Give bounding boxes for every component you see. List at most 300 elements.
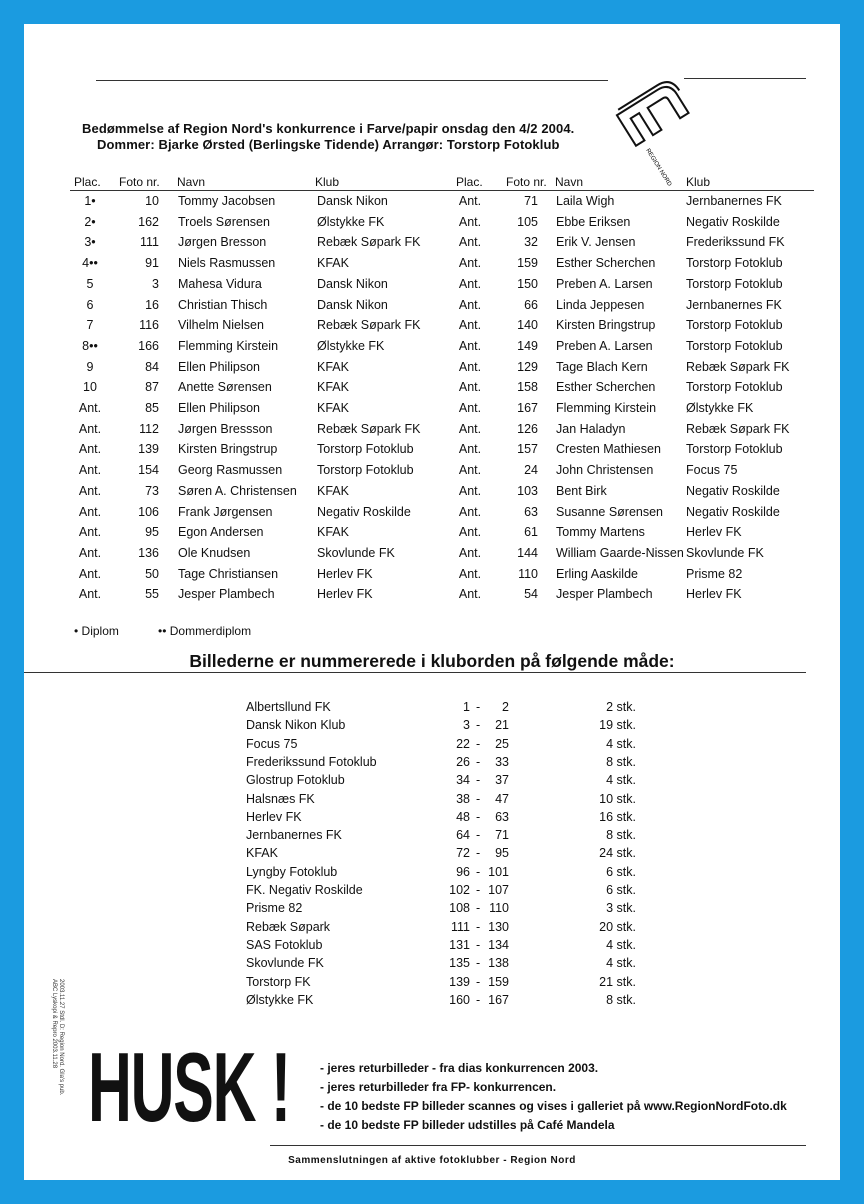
photo-number: 162	[138, 214, 159, 229]
club-name: Ølstykke FK	[686, 401, 754, 415]
club-name: Albertsllund FK	[246, 700, 331, 714]
col-klub-right: Klub	[686, 175, 711, 189]
photo-number: 167	[517, 401, 538, 415]
placement: Ant.	[78, 483, 102, 498]
picture-count: 24 stk.	[599, 846, 636, 861]
placement: Ant.	[458, 276, 482, 291]
range-start: 102	[449, 883, 470, 897]
table-row	[24, 215, 840, 235]
photographer-name: Ellen Philipson	[178, 359, 260, 374]
club-range-row	[24, 755, 840, 773]
placement: Ant.	[458, 297, 482, 312]
club-range-row	[24, 718, 840, 736]
club-name: Skovlunde FK	[317, 545, 395, 560]
placement: Ant.	[458, 318, 482, 333]
range-dash: -	[476, 754, 481, 769]
col-navn-right: Navn	[555, 175, 584, 189]
range-start: 131	[449, 937, 470, 952]
photo-number: 144	[517, 545, 538, 560]
photographer-name: Erling Aaskilde	[556, 566, 638, 581]
range-end: 63	[495, 809, 509, 824]
club-range-row	[24, 901, 840, 919]
photo-number: 106	[138, 504, 159, 519]
photographer-name: Jesper Plambech	[556, 587, 653, 602]
logo-text: REGION NORD	[644, 147, 673, 188]
range-dash: -	[476, 846, 481, 861]
club-name: Herlev FK	[686, 587, 742, 602]
range-start: 72	[456, 846, 470, 861]
range-dash: -	[476, 791, 481, 806]
placement: Ant.	[458, 338, 482, 353]
title-line-1: Bedømmelse af Region Nord's konkurrence i Farve/papir onsdag den 4/2 2004.	[82, 121, 575, 136]
numbering-rule	[24, 672, 806, 673]
range-start: 135	[449, 956, 470, 971]
range-end: 110	[489, 901, 509, 916]
placement: 5	[86, 276, 94, 291]
club-name: Rebæk Søpark	[246, 919, 331, 934]
photographer-name: Esther Scherchen	[556, 256, 656, 271]
photographer-name: Ellen Philipson	[178, 401, 260, 415]
club-range-row	[24, 810, 840, 828]
club-name: Prisme 82	[686, 566, 743, 581]
placement: Ant.	[78, 525, 102, 540]
range-dash: -	[476, 901, 481, 916]
photo-number: 157	[517, 442, 538, 457]
photographer-name: Anette Sørensen	[178, 380, 272, 395]
photo-number: 87	[145, 380, 159, 395]
photographer-name: Christian Thisch	[178, 297, 268, 312]
range-end: 25	[495, 736, 509, 751]
photo-number: 149	[517, 338, 538, 353]
table-row	[24, 422, 840, 442]
range-dash: -	[476, 828, 481, 843]
picture-count: 4 stk.	[606, 736, 636, 751]
club-range-row	[24, 883, 840, 901]
photographer-name: Jesper Plambech	[178, 587, 275, 602]
club-name: Ølstykke FK	[246, 992, 314, 1007]
club-name: Herlev FK	[317, 587, 373, 602]
range-start: 64	[456, 828, 470, 843]
picture-count: 10 stk.	[599, 791, 636, 806]
picture-count: 8 stk.	[606, 828, 636, 843]
placement: Ant.	[458, 545, 482, 560]
club-name: Dansk Nikon	[317, 194, 388, 208]
range-dash: -	[476, 992, 481, 1007]
photographer-name: Jan Haladyn	[556, 421, 626, 436]
photo-number: 54	[524, 587, 538, 602]
picture-count: 2 stk.	[606, 700, 636, 714]
table-row	[24, 256, 840, 276]
club-name: KFAK	[317, 525, 349, 540]
photo-number: 129	[517, 359, 538, 374]
placement: Ant.	[458, 359, 482, 374]
placement: 8••	[82, 338, 98, 353]
club-range-row	[24, 700, 840, 718]
print-note-line-2: ABC Lyskopi & Repro 2003.11.28	[51, 979, 57, 1069]
picture-count: 4 stk.	[606, 937, 636, 952]
club-name: Frederikssund FK	[686, 235, 785, 250]
photographer-name: Erik V. Jensen	[556, 235, 636, 250]
range-dash: -	[476, 937, 481, 952]
club-name: Negativ Roskilde	[686, 483, 780, 498]
club-name: Torstorp Fotoklub	[686, 380, 783, 395]
range-dash: -	[476, 974, 481, 989]
placement: Ant.	[78, 504, 102, 519]
placement: 4••	[82, 256, 98, 271]
range-start: 26	[456, 754, 470, 769]
range-dash: -	[476, 718, 481, 733]
photo-number: 139	[138, 442, 159, 457]
photographer-name: Tommy Martens	[556, 525, 645, 540]
photo-number: 24	[524, 463, 538, 478]
range-end: 101	[488, 864, 509, 879]
club-name: Lyngby Fotoklub	[246, 864, 338, 879]
photo-number: 16	[145, 297, 159, 312]
club-name: Torstorp Fotoklub	[686, 442, 783, 457]
photo-number: 3	[152, 276, 159, 291]
photo-number: 116	[139, 318, 159, 333]
picture-count: 4 stk.	[606, 773, 636, 788]
range-end: 159	[488, 974, 509, 989]
table-row	[24, 380, 840, 400]
col-foto-right: Foto nr.	[506, 175, 547, 189]
club-name: KFAK	[317, 483, 349, 498]
club-name: Torstorp Fotoklub	[686, 276, 783, 291]
print-note	[50, 979, 64, 1095]
range-dash: -	[476, 809, 481, 824]
club-name: Herlev FK	[686, 525, 742, 540]
reminder-item: - de 10 bedste FP billeder scannes og vises i galleriet på www.RegionNordFoto.dk	[320, 1099, 787, 1113]
picture-count: 21 stk.	[599, 974, 636, 989]
title-line-2: Dommer: Bjarke Ørsted (Berlingske Tidende) Arrangør: Torstorp Fotoklub	[97, 137, 560, 152]
photo-number: 105	[517, 214, 538, 229]
photo-number: 111	[139, 235, 159, 250]
table-row	[24, 360, 840, 380]
range-end: 21	[495, 718, 509, 733]
club-range-row	[24, 956, 840, 974]
range-end: 130	[488, 919, 509, 934]
club-name: KFAK	[317, 401, 349, 415]
club-range-row	[24, 993, 840, 1011]
club-name: Skovlunde FK	[686, 545, 764, 560]
placement: Ant.	[458, 483, 482, 498]
club-name: KFAK	[317, 256, 349, 271]
placement: Ant.	[458, 421, 482, 436]
range-start: 160	[449, 992, 470, 1007]
col-plac-left: Plac.	[74, 175, 101, 189]
photographer-name: Bent Birk	[556, 483, 607, 498]
photographer-name: William Gaarde-Nissen	[556, 545, 684, 560]
club-name: Rebæk Søpark FK	[317, 421, 421, 436]
range-start: 22	[456, 736, 470, 751]
placement: Ant.	[78, 421, 102, 436]
range-dash: -	[476, 919, 481, 934]
photographer-name: Susanne Sørensen	[556, 504, 664, 519]
photo-number: 112	[139, 421, 159, 436]
photographer-name: Georg Rasmussen	[178, 463, 283, 478]
picture-count: 6 stk.	[606, 883, 636, 897]
photographer-name: Egon Andersen	[178, 525, 264, 540]
husk-heading: HUSK !	[88, 1032, 290, 1142]
range-start: 34	[456, 773, 470, 788]
photo-number: 71	[524, 194, 538, 208]
range-dash: -	[476, 700, 481, 714]
club-name: KFAK	[246, 846, 278, 861]
range-dash: -	[476, 736, 481, 751]
photo-number: 55	[145, 587, 159, 602]
table-row	[24, 298, 840, 318]
club-name: Jernbanernes FK	[246, 828, 342, 843]
placement: Ant.	[458, 504, 482, 519]
club-name: Torstorp FK	[246, 974, 311, 989]
photo-number: 66	[524, 297, 538, 312]
club-name: Glostrup Fotoklub	[246, 773, 345, 788]
club-name: Skovlunde FK	[246, 956, 324, 971]
range-end: 33	[495, 754, 509, 769]
photographer-name: Jørgen Bresson	[178, 235, 267, 250]
photo-number: 61	[524, 525, 538, 540]
placement: Ant.	[78, 587, 102, 602]
photographer-name: Ebbe Eriksen	[556, 214, 631, 229]
photographer-name: Flemming Kirstein	[178, 338, 279, 353]
placement: Ant.	[458, 401, 482, 415]
club-range-row	[24, 846, 840, 864]
reminder-item: - de 10 bedste FP billeder udstilles på Café Mandela	[320, 1118, 615, 1132]
placement: Ant.	[458, 587, 482, 602]
range-start: 111	[450, 919, 470, 934]
table-row	[24, 235, 840, 255]
top-rule-left	[96, 80, 608, 81]
top-rule-right	[684, 78, 806, 79]
club-name: Negativ Roskilde	[317, 504, 411, 519]
placement: Ant.	[458, 525, 482, 540]
club-name: Rebæk Søpark FK	[317, 235, 421, 250]
table-row	[24, 587, 840, 607]
photo-number: 32	[524, 235, 538, 250]
photographer-name: Flemming Kirstein	[556, 401, 657, 415]
club-name: KFAK	[317, 359, 349, 374]
document-page	[24, 24, 840, 1180]
table-row	[24, 505, 840, 525]
photographer-name: Mahesa Vidura	[178, 276, 262, 291]
photographer-name: Linda Jeppesen	[556, 297, 645, 312]
photo-number: 10	[145, 194, 159, 208]
photo-number: 73	[145, 483, 159, 498]
picture-count: 3 stk.	[606, 901, 636, 916]
range-end: 37	[495, 773, 509, 788]
placement: 2•	[84, 214, 96, 229]
placement: Ant.	[78, 545, 102, 560]
placement: 1•	[84, 194, 96, 208]
picture-count: 8 stk.	[606, 754, 636, 769]
club-range-row	[24, 865, 840, 883]
table-row	[24, 567, 840, 587]
picture-count: 19 stk.	[599, 718, 636, 733]
photo-number: 159	[517, 256, 538, 271]
picture-count: 20 stk.	[599, 919, 636, 934]
club-name: Negativ Roskilde	[686, 504, 780, 519]
table-row	[24, 463, 840, 483]
placement: Ant.	[458, 256, 482, 271]
col-navn-left: Navn	[177, 175, 206, 189]
picture-count: 16 stk.	[599, 809, 636, 824]
col-plac-right: Plac.	[456, 175, 483, 189]
legend-diplom: • Diplom	[74, 624, 119, 638]
table-row	[24, 525, 840, 545]
reminder-item: - jeres returbilleder fra FP- konkurrencen.	[320, 1080, 557, 1094]
footer-rule	[270, 1145, 806, 1146]
range-dash: -	[476, 956, 481, 971]
club-name: Ølstykke FK	[317, 214, 385, 229]
range-start: 96	[456, 864, 470, 879]
range-end: 138	[488, 956, 509, 971]
col-foto-left: Foto nr.	[119, 175, 160, 189]
club-name: Torstorp Fotoklub	[317, 442, 414, 457]
print-note-line-1: 2003.11.27 Stdl. D: Region Nord. Gla's pub.	[58, 979, 64, 1096]
picture-count: 6 stk.	[606, 864, 636, 879]
range-dash: -	[476, 773, 481, 788]
club-name: Torstorp Fotoklub	[317, 463, 414, 478]
photographer-name: Cresten Mathiesen	[556, 442, 661, 457]
photo-number: 154	[138, 463, 159, 478]
photo-number: 136	[138, 545, 159, 560]
club-name: FK. Negativ Roskilde	[246, 883, 363, 897]
col-klub-left: Klub	[315, 175, 340, 189]
photographer-name: Esther Scherchen	[556, 380, 656, 395]
table-row	[24, 339, 840, 359]
club-name: Negativ Roskilde	[686, 214, 780, 229]
placement: Ant.	[458, 194, 482, 208]
range-end: 2	[502, 700, 509, 714]
photographer-name: Preben A. Larsen	[556, 338, 653, 353]
club-name: Dansk Nikon	[317, 276, 388, 291]
photo-number: 158	[517, 380, 538, 395]
range-end: 71	[495, 828, 509, 843]
photographer-name: Tage Christiansen	[178, 566, 279, 581]
table-row	[24, 546, 840, 566]
picture-count: 4 stk.	[606, 956, 636, 971]
placement: 6	[86, 297, 94, 312]
club-name: Jernbanernes FK	[686, 194, 782, 208]
club-name: Focus 75	[246, 736, 298, 751]
range-start: 1	[463, 700, 470, 714]
photo-number: 103	[517, 483, 538, 498]
club-name: Herlev FK	[317, 566, 373, 581]
club-name: Halsnæs FK	[246, 791, 315, 806]
range-dash: -	[476, 883, 481, 897]
photo-number: 63	[524, 504, 538, 519]
table-header-rule	[70, 190, 814, 191]
placement: Ant.	[458, 463, 482, 478]
photographer-name: Tage Blach Kern	[556, 359, 648, 374]
table-row	[24, 442, 840, 462]
range-end: 47	[495, 791, 509, 806]
table-row	[24, 484, 840, 504]
club-name: Prisme 82	[246, 901, 303, 916]
range-dash: -	[476, 864, 481, 879]
club-range-row	[24, 737, 840, 755]
photographer-name: Laila Wigh	[556, 194, 615, 208]
photographer-name: Vilhelm Nielsen	[178, 318, 264, 333]
club-range-row	[24, 792, 840, 810]
photographer-name: Søren A. Christensen	[178, 483, 297, 498]
picture-count: 8 stk.	[606, 992, 636, 1007]
range-start: 48	[456, 809, 470, 824]
club-name: Rebæk Søpark FK	[686, 421, 790, 436]
club-name: Torstorp Fotoklub	[686, 338, 783, 353]
table-row	[24, 318, 840, 338]
photo-number: 166	[138, 338, 159, 353]
range-start: 108	[449, 901, 470, 916]
club-range-row	[24, 975, 840, 993]
photo-number: 84	[145, 359, 159, 374]
club-name: Dansk Nikon	[317, 297, 388, 312]
placement: Ant.	[458, 442, 482, 457]
photographer-name: Niels Rasmussen	[178, 256, 276, 271]
range-end: 134	[488, 937, 509, 952]
photographer-name: John Christensen	[556, 463, 654, 478]
photo-number: 126	[517, 421, 538, 436]
photographer-name: Kirsten Bringstrup	[556, 318, 656, 333]
club-name: KFAK	[317, 380, 349, 395]
photographer-name: Tommy Jacobsen	[178, 194, 276, 208]
range-end: 95	[495, 846, 509, 861]
club-name: Herlev FK	[246, 809, 302, 824]
range-end: 167	[488, 992, 509, 1007]
club-range-row	[24, 938, 840, 956]
club-name: Ølstykke FK	[317, 338, 385, 353]
range-start: 3	[463, 718, 470, 733]
club-name: Focus 75	[686, 463, 738, 478]
placement: Ant.	[458, 235, 482, 250]
range-start: 139	[449, 974, 470, 989]
photo-number: 91	[145, 256, 159, 271]
placement: 10	[83, 380, 97, 395]
placement: Ant.	[78, 463, 102, 478]
photographer-name: Ole Knudsen	[178, 545, 251, 560]
club-name: Torstorp Fotoklub	[686, 318, 783, 333]
table-row	[24, 401, 840, 421]
photographer-name: Troels Sørensen	[178, 214, 270, 229]
placement: 7	[86, 318, 94, 333]
table-row	[24, 194, 840, 214]
photo-number: 140	[517, 318, 538, 333]
photo-number: 95	[145, 525, 159, 540]
photographer-name: Frank Jørgensen	[178, 504, 273, 519]
footer-text: Sammenslutningen af aktive fotoklubber - Region Nord	[288, 1155, 576, 1166]
club-range-row	[24, 920, 840, 938]
club-name: Rebæk Søpark FK	[317, 318, 421, 333]
reminder-item: - jeres returbilleder - fra dias konkurrencen 2003.	[320, 1061, 599, 1075]
club-name: Rebæk Søpark FK	[686, 359, 790, 374]
photographer-name: Preben A. Larsen	[556, 276, 653, 291]
club-name: Jernbanernes FK	[686, 297, 782, 312]
photographer-name: Kirsten Bringstrup	[178, 442, 278, 457]
table-row	[24, 277, 840, 297]
club-name: Frederikssund Fotoklub	[246, 754, 377, 769]
range-start: 38	[456, 791, 470, 806]
photo-number: 50	[145, 566, 159, 581]
placement: Ant.	[458, 214, 482, 229]
club-name: Torstorp Fotoklub	[686, 256, 783, 271]
photo-number: 110	[518, 566, 538, 581]
legend-dommerdiplom: •• Dommerdiplom	[158, 624, 252, 638]
club-range-row	[24, 828, 840, 846]
photo-number: 85	[145, 401, 159, 415]
placement: Ant.	[78, 442, 102, 457]
club-range-row	[24, 773, 840, 791]
placement: Ant.	[78, 566, 102, 581]
